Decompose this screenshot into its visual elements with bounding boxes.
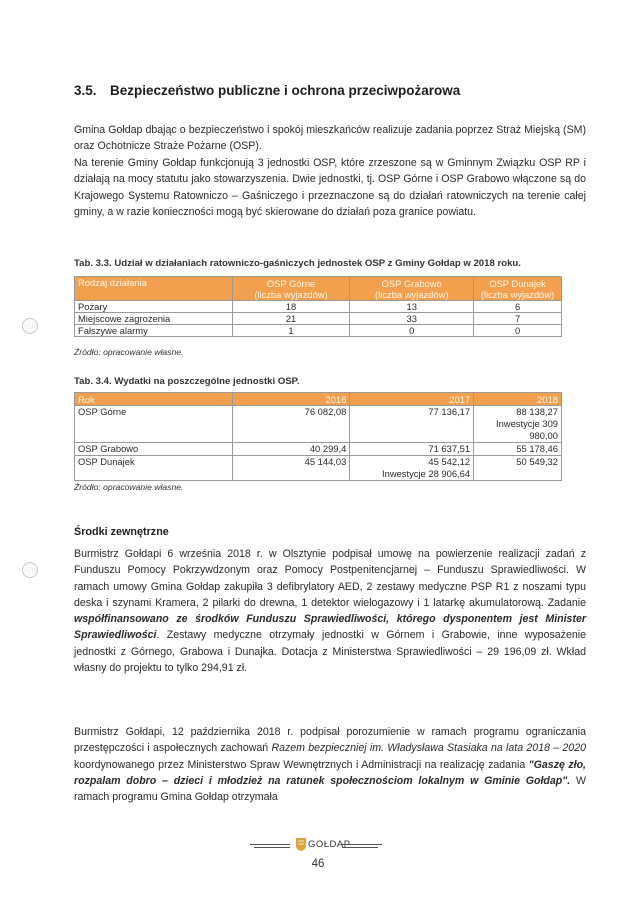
table-header-row [75, 277, 562, 301]
table-cell: 77 136,17 [350, 406, 474, 443]
column-header: OSP Grabowo (liczba wyjazdów) [350, 277, 474, 301]
table-cell: 1 [232, 325, 350, 337]
table-3-4-source: Źródło: opracowanie własne. [74, 482, 184, 492]
column-header: 2018 [474, 393, 562, 406]
table-cell: OSP Dunajek [75, 456, 233, 481]
table-cell: 40 299,4 [232, 443, 350, 456]
investment-note: Inwestycje 28 906,64 [382, 468, 471, 479]
column-header: OSP Górne (liczba wyjazdów) [232, 277, 350, 301]
binder-hole [22, 562, 38, 578]
logo-wordmark: GOŁDAP [308, 839, 351, 850]
intro-paragraph-1: Gmina Gołdap dbając o bezpieczeństwo i spokój mieszkańców realizuje zadania poprzez Straż Miejską (SM) oraz Ochotnicze Straże Pożarne (OSP). [74, 124, 586, 153]
table-cell: 6 [474, 301, 562, 313]
table-cell: Pożary [75, 301, 233, 313]
table-cell: 45 542,12 Inwestycje 28 906,64 [350, 456, 474, 481]
table-cell: 71 637,51 [350, 443, 474, 456]
section-heading [74, 83, 460, 98]
table-cell: 88 138,27 Inwestycje 309 980,00 [474, 406, 562, 443]
table-cell: 50 549,32 [474, 456, 562, 481]
table-row [75, 456, 562, 481]
table-row [75, 406, 562, 443]
intro-paragraph-2: Na terenie Gminy Gołdap funkcjonują 3 jednostki OSP, które zrzeszone są w Gminnym Związku OSP RP i działają na mocy statutu jako stowarzyszenia. Dwie jednostki, tj. OSP Górne i OSP Grabowo włączone są do Krajowego Systemu Ratowniczo – Gaśniczego i przeznaczone są do działań ratowniczych na terenie całej gminy, a w razie konieczności mogą być skierowane do działań poza granice powiatu. [74, 157, 586, 218]
section-number: 3.5. [74, 83, 97, 98]
table-cell: 0 [350, 325, 474, 337]
table-row [75, 313, 562, 325]
table-cell: OSP Górne [75, 406, 233, 443]
table-cell: 55 178,46 [474, 443, 562, 456]
external-funds-paragraph-2: Burmistrz Gołdapi, 12 października 2018 r. podpisał porozumienie w ramach programu ograniczania przestępczości i aspołecznych zachowań Razem bezpieczniej im. Władysława Stasiaka na lata 2018 – 2020 koordynowanego przez Ministerstwo Spraw Wewnętrznych i Administracji na realizację zadania "Gaszę zło, rozpalam dobro – dzieci i młodzież na ratunek społecznościom lokalnym w Gminie Gołdap". W ramach programu Gmina Gołdap otrzymała [74, 726, 586, 804]
table-cell: 13 [350, 301, 474, 313]
investment-note: Inwestycje 309 980,00 [495, 418, 558, 441]
table-cell: Fałszywe alarmy [75, 325, 233, 337]
table-cell: 7 [474, 313, 562, 325]
column-header: 2016 [232, 393, 350, 406]
table-cell: 18 [232, 301, 350, 313]
table-cell: 33 [350, 313, 474, 325]
table-header-row [75, 393, 562, 406]
osp-expenses-table [74, 392, 562, 481]
table-row [75, 325, 562, 337]
table-cell: Miejscowe zagrożenia [75, 313, 233, 325]
column-header: Rodzaj działania [75, 277, 233, 301]
external-funds-heading: Środki zewnętrzne [74, 526, 169, 538]
binder-hole [22, 318, 38, 334]
table-cell: OSP Grabowo [75, 443, 233, 456]
table-cell: 21 [232, 313, 350, 325]
table-row [75, 301, 562, 313]
column-header: 2017 [350, 393, 474, 406]
osp-actions-table [74, 276, 562, 337]
table-3-4-caption: Tab. 3.4. Wydatki na poszczególne jednostki OSP. [74, 376, 300, 387]
external-funds-paragraph-1: Burmistrz Gołdapi 6 września 2018 r. w Olsztynie podpisał umowę na powierzenie realizacji zadań z Funduszu Pomocy Pokrzywdzonym oraz Pomocy Postpenitencjarnej – Funduszu Sprawiedliwości. W ramach umowy Gmina Gołdap zakupiła 3 defibrylatory AED, 2 zestawy medyczne PSP R1 z noszami typu deska i szynami Kramera, 2 pilarki do drewna, 1 detektor wielogazowy i 1 latarkę akumulatorową. Zadanie współfinansowano ze środków Funduszu Sprawiedliwości, którego dysponentem jest Minister Sprawiedliwości. Zestawy medyczne otrzymały jednostki w Górnem i Grabowie, inne wyposażenie jednostki z Górnego, Grabowa i Dunajka. Dotacja z Ministerstwa Sprawiedliwości – 29 196,09 zł. Wkład własny do projektu to tylko 294,91 zł. [74, 548, 586, 675]
goldap-logo [250, 838, 382, 852]
table-cell: 0 [474, 325, 562, 337]
column-header: Rok [75, 393, 233, 406]
program-name: Razem bezpieczniej im. Władysława Stasiaka na lata 2018 – 2020 [271, 742, 586, 755]
section-title: Bezpieczeństwo publiczne i ochrona przeciwpożarowa [110, 83, 461, 98]
crest-icon [296, 838, 306, 851]
column-header: OSP Dunajek (liczba wyjazdów) [474, 277, 562, 301]
table-3-3-source: Źródło: opracowanie własne. [74, 347, 184, 357]
emphasis-text: współfinansowano ze środków Funduszu Sprawiedliwości, którego dysponentem jest Minister Sprawiedliwości [74, 613, 586, 642]
table-cell: 45 144,03 [232, 456, 350, 481]
table-3-3-caption: Tab. 3.3. Udział w działaniach ratowniczo-gaśniczych jednostek OSP z Gminy Gołdap w 2018 roku. [74, 258, 521, 269]
table-cell: 76 082,08 [232, 406, 350, 443]
table-row [75, 443, 562, 456]
page-number: 46 [311, 858, 325, 870]
task-name: "Gaszę zło, rozpalam dobro – dzieci i młodzież na ratunek społecznościom lokalnym w Gminie Gołdap". [74, 758, 586, 787]
